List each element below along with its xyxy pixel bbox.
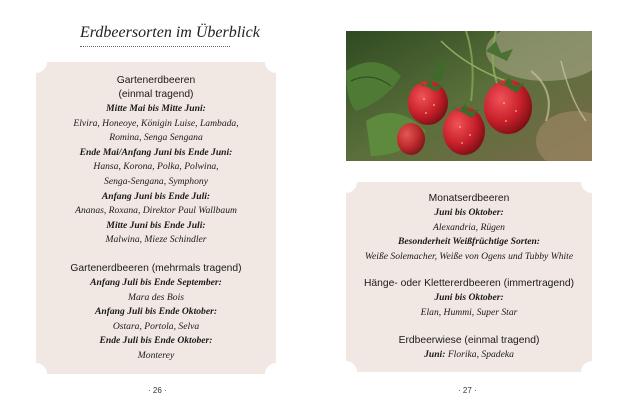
variety-list: Ananas, Roxana, Direktor Paul Wallbaum [75, 205, 237, 217]
page-number: · 27 · [458, 386, 477, 395]
corner-cutout [335, 361, 357, 383]
ripening-period: Anfang Juli bis Ende September: [90, 276, 222, 288]
corner-cutout [25, 363, 47, 385]
ripening-period: Anfang Juni bis Ende Juli: [101, 190, 211, 202]
group-heading: Monatserdbeeren [428, 193, 510, 204]
group-subheading: (einmal tragend) [118, 89, 194, 100]
variety-list: Alexandria, Rügen [433, 221, 505, 233]
variety-list: Romina, Senga Sengana [109, 132, 203, 144]
ripening-period: Mitte Juni bis Ende Juli: [106, 219, 206, 231]
varieties-panel-left [36, 62, 276, 374]
page-title: Erdbeersorten im Überblick [80, 24, 260, 41]
variety-list: Elan, Hummi, Super Star [420, 306, 518, 318]
variety-list: Elvira, Honeoye, Königin Luise, Lambada, [73, 117, 239, 129]
ripening-period: Mitte Mai bis Mitte Juni: [106, 103, 206, 114]
variety-list: Ostara, Portola, Selva [112, 320, 200, 332]
title-underline [80, 46, 230, 47]
ripening-period: Juni: [424, 348, 446, 360]
corner-cutout [265, 363, 287, 385]
group-heading: Erdbeerwiese (einmal tragend) [398, 334, 540, 346]
page-number: · 26 · [148, 386, 167, 395]
varieties-panel-right [346, 182, 592, 372]
inline-entry [424, 348, 514, 363]
ripening-period: Juni bis Oktober: [434, 292, 504, 304]
ripening-period: Besonderheit Weißfrüchtige Sorten: [398, 236, 540, 248]
ripening-period: Juni bis Oktober: [434, 207, 504, 218]
group-heading: Hänge- oder Klettererdbeeren (immertragend) [363, 278, 575, 290]
group-heading: Gartenerdbeeren [116, 75, 196, 86]
ripening-period: Ende Juli bis Ende Oktober: [99, 335, 213, 347]
group-heading: Gartenerdbeeren (mehrmals tragend) [70, 262, 242, 274]
variety-list: Malwina, Mieze Schindler [105, 234, 207, 246]
ripening-period: Anfang Juli bis Ende Oktober: [94, 306, 218, 318]
variety-list: Mara des Bois [128, 291, 184, 303]
variety-list: Senga-Sengana, Symphony [104, 175, 208, 187]
ripening-period: Ende Mai/Anfang Juni bis Ende Juni: [79, 146, 233, 158]
variety-list: Monterey [137, 349, 175, 361]
strawberry-photo [346, 31, 592, 161]
corner-cutout [265, 51, 287, 73]
corner-cutout [335, 171, 357, 193]
corner-cutout [581, 171, 603, 193]
variety-list: Hansa, Korona, Polka, Polwina, [93, 161, 219, 173]
corner-cutout [25, 51, 47, 73]
corner-cutout [581, 361, 603, 383]
variety-list: Florika, Spadeka [445, 348, 514, 360]
variety-list: Weiße Solemacher, Weiße von Ogens und Tubby White [364, 250, 574, 262]
